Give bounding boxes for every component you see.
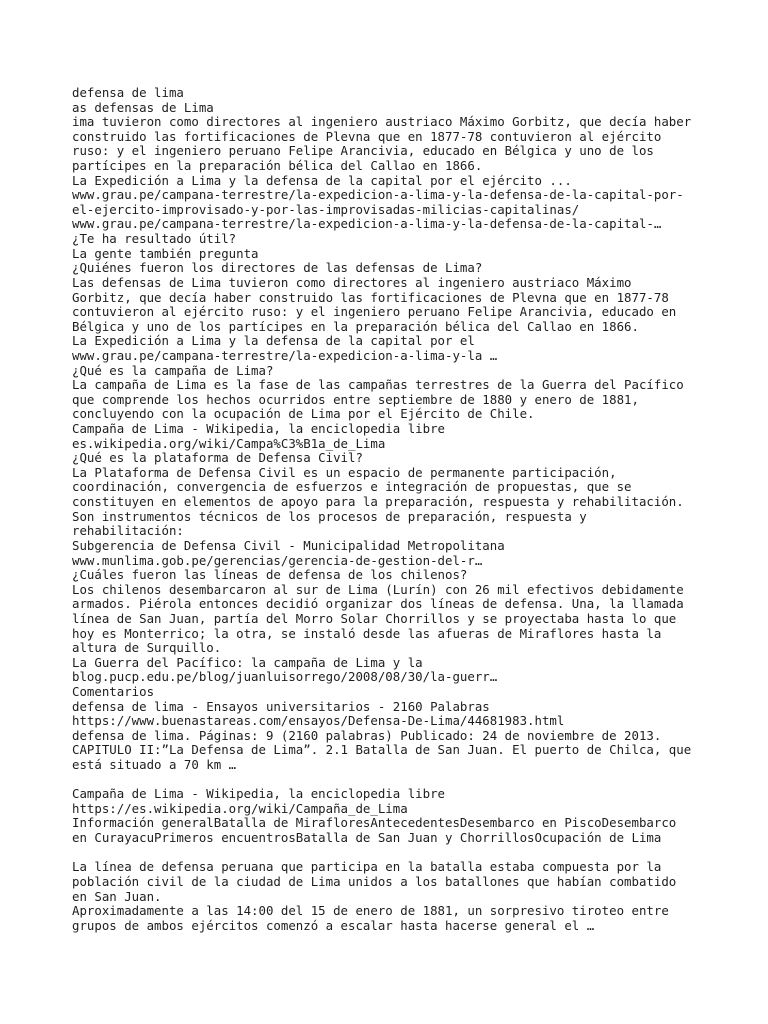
text-line: Bélgica y uno de los partícipes en la preparación bélica del Callao en 1866. — [72, 318, 639, 334]
text-line: Son instrumentos técnicos de los procesos de preparación, respuesta y — [72, 508, 587, 524]
text-line: Las defensas de Lima tuvieron como directores al ingeniero austriaco Máximo — [72, 274, 632, 290]
text-line: en CurayacuPrimeros encuentrosBatalla de San Juan y ChorrillosOcupación de Lima — [72, 830, 662, 846]
text-line: Campaña de Lima - Wikipedia, la enciclopedia libre — [72, 421, 445, 437]
text-line: Gorbitz, que decía haber construido las fortificaciones de Plevna que en 1877-78 — [72, 289, 669, 305]
text-line: as defensas de Lima — [72, 99, 214, 115]
text-line: en San Juan. — [72, 888, 162, 904]
text-line: Subgerencia de Defensa Civil - Municipalidad Metropolitana — [72, 537, 505, 553]
text-line: blog.pucp.edu.pe/blog/juanluisorrego/2008/08/30/la-guerr… — [72, 669, 498, 685]
text-line: defensa de lima. Páginas: 9 (2160 palabras) Publicado: 24 de noviembre de 2013. — [72, 727, 662, 743]
text-line: construido las fortificaciones de Plevna que en 1877-78 contuvieron al ejército — [72, 128, 662, 144]
text-line: Aproximadamente a las 14:00 del 15 de enero de 1881, un sorpresivo tiroteo entre — [72, 903, 669, 919]
text-line: Los chilenos desembarcaron al sur de Lima (Lurín) con 26 mil efectivos debidamente — [72, 581, 684, 597]
text-line: hoy es Monterrico; la otra, se instaló desde las afueras de Miraflores hasta la — [72, 625, 662, 641]
blank-line — [72, 846, 712, 861]
text-line: ¿Te ha resultado útil? — [72, 231, 237, 247]
text-line: ¿Quiénes fueron los directores de las defensas de Lima? — [72, 260, 483, 276]
text-line: ¿Cuáles fueron las líneas de defensa de los chilenos? — [72, 567, 468, 583]
text-line: población civil de la ciudad de Lima unidos a los batallones que habían combatido — [72, 873, 677, 889]
text-line: ruso: y el ingeniero peruano Felipe Arancivia, educado en Bélgica y uno de los — [72, 143, 654, 159]
text-line: el-ejercito-improvisado-y-por-las-improvisadas-milicias-capitalinas/ — [72, 201, 580, 217]
text-line: La Expedición a Lima y la defensa de la capital por el — [72, 333, 475, 349]
text-line: La Guerra del Pacífico: la campaña de Lima y la — [72, 654, 423, 670]
text-line: partícipes en la preparación bélica del Callao en 1866. — [72, 158, 483, 174]
text-line: está situado a 70 km … — [72, 757, 237, 773]
text-line: concluyendo con la ocupación de Lima por el Ejército de Chile. — [72, 406, 535, 422]
text-line: www.munlima.gob.pe/gerencias/gerencia-de-gestion-del-r… — [72, 552, 483, 568]
text-line: ¿Qué es la campaña de Lima? — [72, 362, 274, 378]
blank-line — [72, 773, 712, 788]
text-line: grupos de ambos ejércitos comenzó a escalar hasta hacerse general el … — [72, 917, 595, 933]
text-line: La gente también pregunta — [72, 245, 259, 261]
text-line: CAPITULO II:”La Defensa de Lima”. 2.1 Batalla de San Juan. El puerto de Chilca, que — [72, 742, 692, 758]
text-line: contuvieron al ejército ruso: y el ingeniero peruano Felipe Arancivia, educado en — [72, 304, 677, 320]
text-line: defensa de lima — [72, 85, 184, 100]
text-line: Información generalBatalla de MirafloresAntecedentesDesembarco en PiscoDesembarco — [72, 815, 677, 831]
document-page — [72, 86, 712, 933]
text-line: www.grau.pe/campana-terrestre/la-expedicion-a-lima-y-la … — [72, 347, 498, 363]
text-line: La Expedición a Lima y la defensa de la capital por el ejército ... — [72, 172, 572, 188]
text-line: ¿Qué es la plataforma de Defensa Civil? — [72, 450, 363, 466]
text-line: https://es.wikipedia.org/wiki/Campaña_de_Lima — [72, 800, 408, 816]
text-line: Comentarios — [72, 683, 155, 699]
text-line: ima tuvieron como directores al ingeniero austriaco Máximo Gorbitz, que decía haber — [72, 114, 692, 130]
text-line: es.wikipedia.org/wiki/Campa%C3%B1a_de_Lima — [72, 435, 386, 451]
text-line: La Plataforma de Defensa Civil es un espacio de permanente participación, — [72, 464, 617, 480]
text-line: que comprende los hechos ocurridos entre septiembre de 1880 y enero de 1881, — [72, 391, 639, 407]
text-line: constituyen en elementos de apoyo para la preparación, respuesta y rehabilitación. — [72, 494, 684, 510]
text-line: www.grau.pe/campana-terrestre/la-expedicion-a-lima-y-la-defensa-de-la-capital-por- — [72, 187, 684, 203]
text-line: defensa de lima - Ensayos universitarios - 2160 Palabras — [72, 698, 490, 714]
text-line: La campaña de Lima es la fase de las campañas terrestres de la Guerra del Pacífico — [72, 377, 684, 393]
text-line: altura de Surquillo. — [72, 640, 222, 656]
text-line: línea de San Juan, partía del Morro Solar Chorrillos y se proyectaba hasta lo que — [72, 610, 677, 626]
text-line: armados. Piérola entonces decidió organizar dos líneas de defensa. Una, la llamada — [72, 596, 684, 612]
text-line: Campaña de Lima - Wikipedia, la enciclopedia libre — [72, 786, 445, 802]
text-line: https://www.buenastareas.com/ensayos/Defensa-De-Lima/44681983.html — [72, 713, 565, 729]
text-line: coordinación, convergencia de esfuerzos e integración de propuestas, que se — [72, 479, 632, 495]
text-line: www.grau.pe/campana-terrestre/la-expedicion-a-lima-y-la-defensa-de-la-capital-… — [72, 216, 662, 232]
text-line: La línea de defensa peruana que participa en la batalla estaba compuesta por la — [72, 859, 662, 875]
text-line: rehabilitación: — [72, 523, 184, 539]
